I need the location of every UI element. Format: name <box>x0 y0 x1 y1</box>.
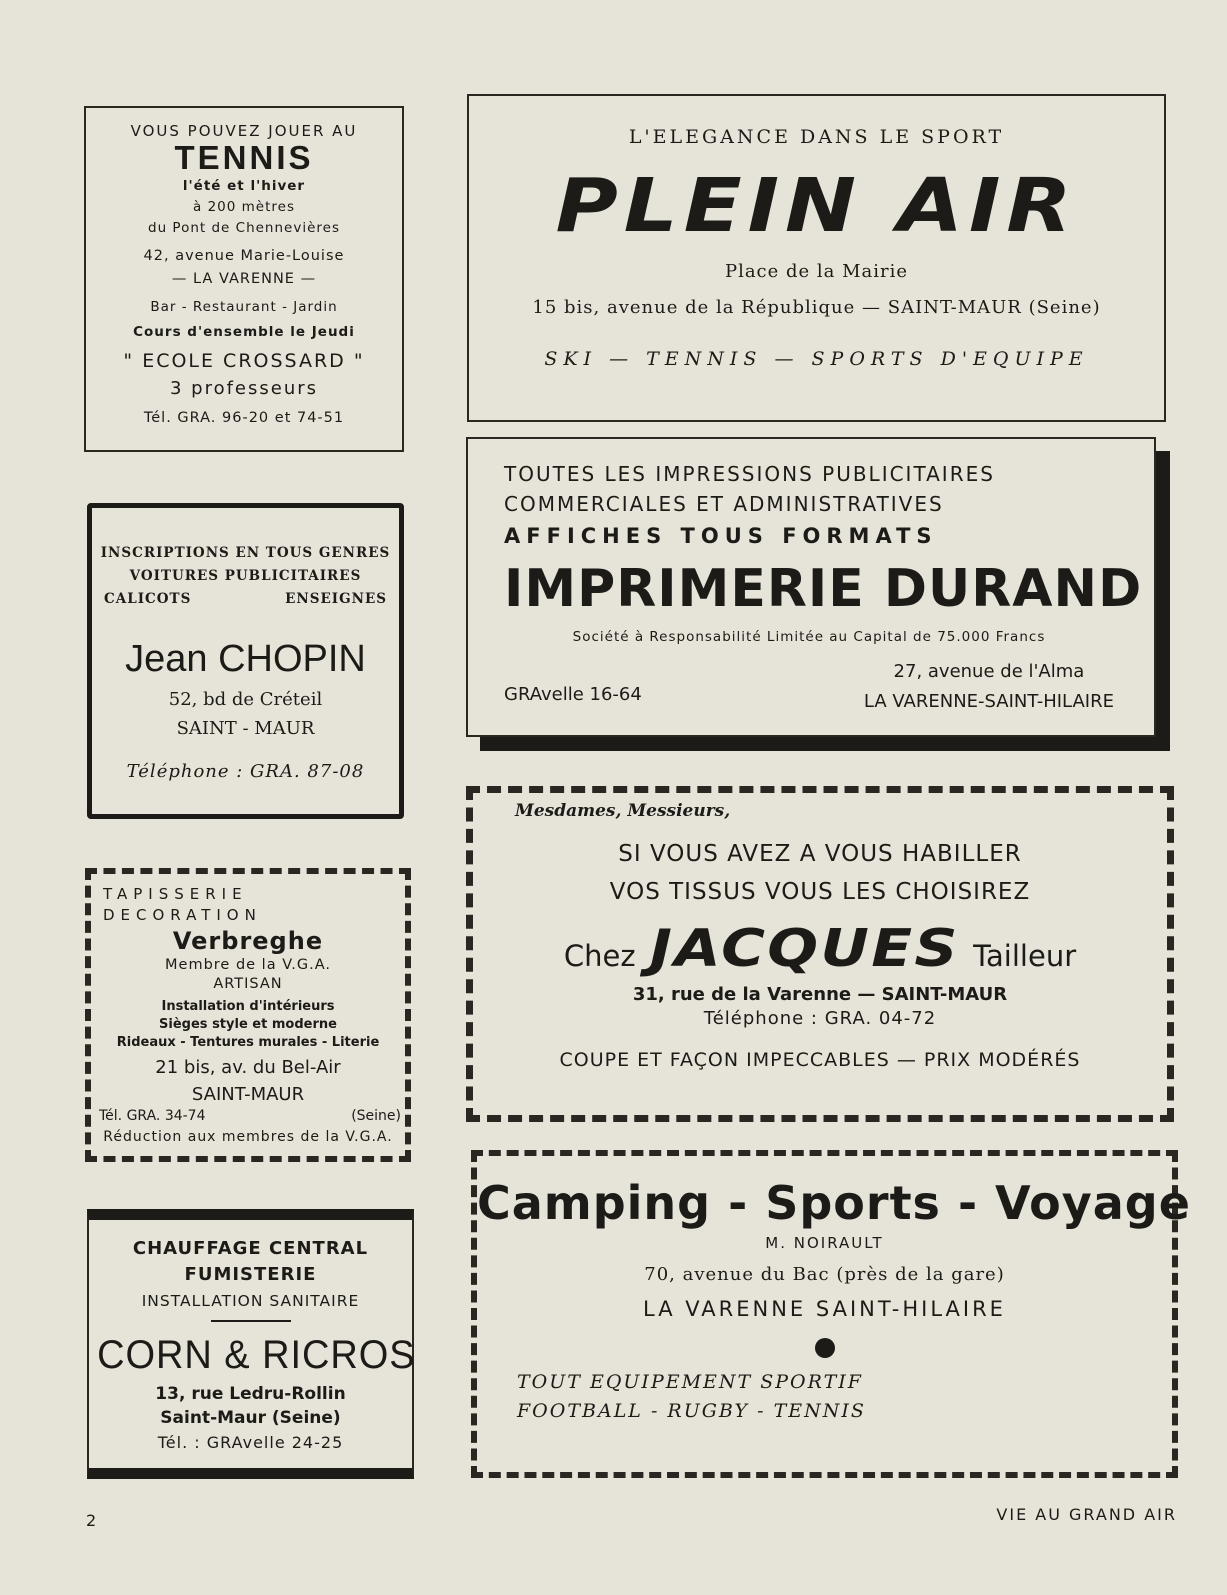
verbreghe-line2: DECORATION <box>103 906 262 924</box>
verbreghe-region: (Seine) <box>351 1108 401 1124</box>
chopin-line3-right: ENSEIGNES <box>285 591 387 607</box>
tennis-line3: à 200 mètres <box>193 199 295 215</box>
tennis-headline: TENNIS <box>174 139 314 176</box>
tennis-phone: Tél. GRA. 96-20 et 74-51 <box>143 410 345 426</box>
corn-street: 13, rue Ledru-Rollin <box>155 1384 346 1404</box>
tennis-ad <box>84 106 404 452</box>
chopin-brand: Jean CHOPIN <box>125 638 366 680</box>
corn-ricros-ad <box>87 1209 414 1479</box>
jacques-address: 31, rue de la Varenne — SAINT-MAUR <box>632 984 1008 1005</box>
corn-line2: FUMISTERIE <box>184 1264 317 1285</box>
durand-phone: GRAvelle 16-64 <box>504 684 642 705</box>
durand-line1: TOUTES LES IMPRESSIONS PUBLICITAIRES <box>504 462 995 486</box>
chopin-line2: VOITURES PUBLICITAIRES <box>129 568 362 584</box>
jacques-footer: COUPE ET FAÇON IMPECCABLES — PRIX MODÉRÉS <box>559 1049 1081 1071</box>
durand-contact-row <box>504 649 1114 713</box>
verbreghe-line1: TAPISSERIE <box>103 885 248 903</box>
durand-city: LA VARENNE-SAINT-HILAIRE <box>863 691 1114 712</box>
chopin-line3-left: CALICOTS <box>104 591 192 607</box>
durand-address <box>864 657 1114 717</box>
camping-city: LA VARENNE SAINT-HILAIRE <box>643 1297 1006 1321</box>
corn-line3: INSTALLATION SANITAIRE <box>141 1292 360 1310</box>
jacques-tailleur-ad <box>466 786 1174 1122</box>
tennis-line6: — LA VARENNE — <box>171 271 317 287</box>
camping-address: 70, avenue du Bac (près de la gare) <box>644 1264 1005 1285</box>
jacques-phone: Téléphone : GRA. 04-72 <box>703 1008 937 1029</box>
verbreghe-service1: Installation d'intérieurs <box>161 999 335 1014</box>
camping-line2: FOOTBALL - RUGBY - TENNIS <box>517 1400 866 1422</box>
plein-air-slogan: L'ELEGANCE DANS LE SPORT <box>628 126 1005 148</box>
tennis-line1: VOUS POUVEZ JOUER AU <box>130 122 358 140</box>
verbreghe-phone: Tél. GRA. 34-74 <box>99 1108 206 1124</box>
chopin-line1: INSCRIPTIONS EN TOUS GENRES <box>100 545 391 561</box>
plein-air-sports: SKI — TENNIS — SPORTS D'EQUIPE <box>544 348 1089 370</box>
camping-sports-voyage-ad <box>471 1150 1191 1478</box>
tennis-line4: du Pont de Chennevières <box>148 220 340 236</box>
durand-street: 27, avenue de l'Alma <box>893 661 1085 682</box>
chopin-street: 52, bd de Créteil <box>168 689 323 710</box>
plein-air-ad <box>467 94 1166 422</box>
divider <box>211 1320 291 1322</box>
plein-air-brand: PLEIN AIR <box>555 163 1078 249</box>
chopin-city: SAINT - MAUR <box>176 718 315 739</box>
durand-brand: IMPRIMERIE DURAND <box>504 559 1143 619</box>
magazine-title: VIE AU GRAND AIR <box>996 1505 1177 1524</box>
tennis-line9: " ECOLE CROSSARD " <box>123 350 365 372</box>
imprimerie-durand-ad <box>466 437 1156 737</box>
verbreghe-city: SAINT-MAUR <box>191 1084 305 1105</box>
verbreghe-service2: Sièges style et moderne <box>159 1017 337 1032</box>
verbreghe-brand: Verbreghe <box>172 927 324 955</box>
jacques-line1: SI VOUS AVEZ A VOUS HABILLER <box>618 841 1022 867</box>
jacques-trade: Tailleur <box>973 939 1077 973</box>
verbreghe-service3: Rideaux - Tentures murales - Literie <box>116 1035 380 1050</box>
tennis-line10: 3 professeurs <box>169 378 319 399</box>
plein-air-address: 15 bis, avenue de la République — SAINT-MAUR (Seine) <box>532 297 1101 318</box>
page-number: 2 <box>86 1511 97 1530</box>
corn-brand: CORN & RICROS <box>97 1333 416 1377</box>
jacques-greeting: Mesdames, Messieurs, <box>515 801 731 821</box>
tennis-line2: l'été et l'hiver <box>182 178 306 194</box>
corn-city: Saint-Maur (Seine) <box>160 1408 341 1428</box>
chopin-phone: Téléphone : GRA. 87-08 <box>126 761 365 782</box>
verbreghe-street: 21 bis, av. du Bel-Air <box>155 1057 341 1078</box>
jacques-brand: JACQUES <box>649 919 960 979</box>
jacques-chez: Chez <box>563 939 636 973</box>
tennis-line7: Bar - Restaurant - Jardin <box>150 299 338 315</box>
verbreghe-member: Membre de la V.G.A. <box>165 957 331 973</box>
camping-line1: TOUT EQUIPEMENT SPORTIF <box>517 1371 863 1393</box>
corn-phone: Tél. : GRAvelle 24-25 <box>157 1433 344 1452</box>
corn-line1: CHAUFFAGE CENTRAL <box>132 1238 369 1259</box>
verbreghe-artisan: ARTISAN <box>213 976 283 992</box>
bullet-dot-icon <box>815 1338 835 1358</box>
verbreghe-phone-row <box>91 1106 405 1127</box>
jacques-line2: VOS TISSUS VOUS LES CHOISIREZ <box>609 879 1031 905</box>
camping-brand: Camping - Sports - Voyage <box>477 1176 1191 1230</box>
tennis-line5: 42, avenue Marie-Louise <box>143 248 345 264</box>
chopin-line3 <box>92 588 399 611</box>
plein-air-place: Place de la Mairie <box>724 261 909 282</box>
durand-legal: Société à Responsabilité Limitée au Capital de 75.000 Francs <box>572 629 1046 645</box>
tennis-line8: Cours d'ensemble le Jeudi <box>133 324 355 340</box>
durand-line3: AFFICHES TOUS FORMATS <box>504 524 938 548</box>
verbreghe-ad <box>85 868 411 1162</box>
verbreghe-discount: Réduction aux membres de la V.G.A. <box>103 1129 393 1145</box>
durand-line2: COMMERCIALES ET ADMINISTRATIVES <box>504 492 944 516</box>
camping-owner: M. NOIRAULT <box>765 1234 884 1252</box>
jacques-brand-row <box>473 919 1167 979</box>
jean-chopin-ad <box>87 503 404 819</box>
